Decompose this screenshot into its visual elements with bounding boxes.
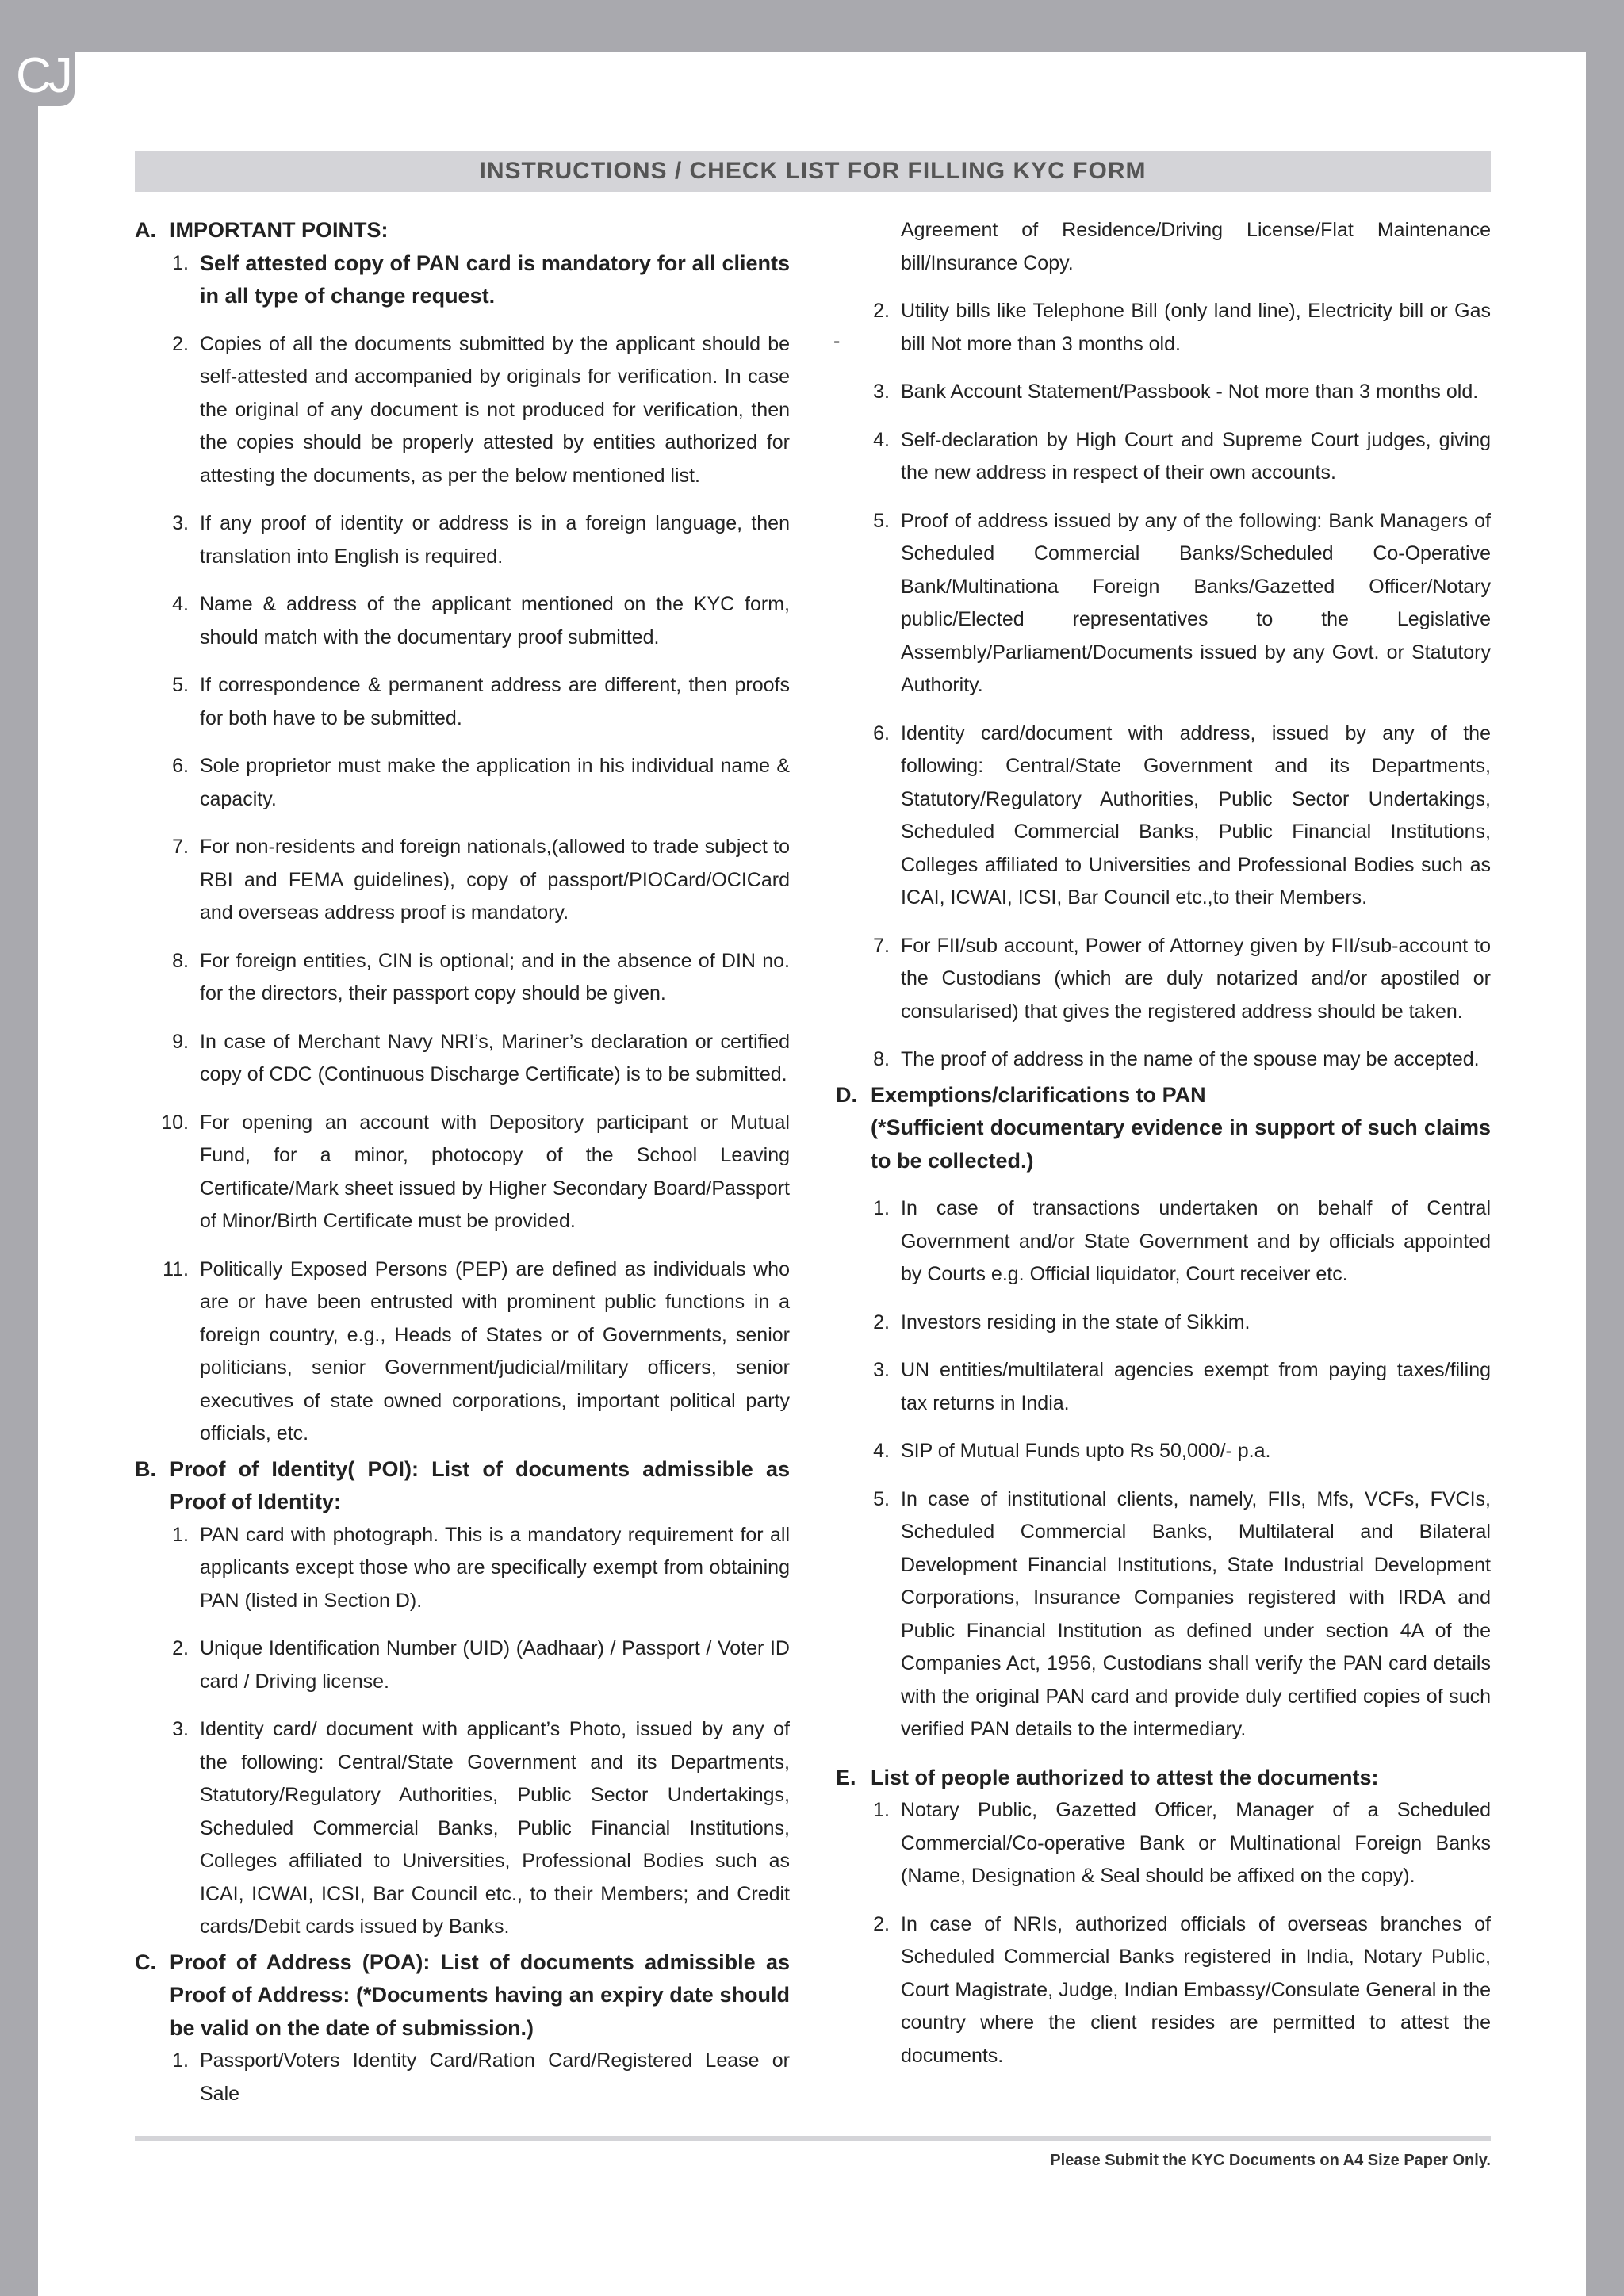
item-text: Investors residing in the state of Sikkim.: [901, 1311, 1251, 1334]
item-text: UN entities/multilateral agencies exempt from paying taxes/filing tax returns in India.: [901, 1359, 1491, 1414]
item-number: 5.: [873, 1487, 890, 1510]
list-item: [135, 945, 790, 1011]
item-number: 4.: [873, 1440, 890, 1462]
page-title-bar: [135, 151, 1491, 192]
list-item: [836, 1435, 1491, 1468]
list-item: [135, 750, 790, 816]
item-text: In case of Merchant Navy NRI’s, Mariner’s declaration or certified copy of CDC (Continuous Discharge Certificate) is to be submitted.: [200, 1030, 790, 1085]
section-letter: E.: [836, 1765, 856, 1789]
item-number: 3.: [873, 381, 890, 403]
list-item: [836, 1483, 1491, 1747]
item-text: If correspondence & permanent address are different, then proofs for both have to be submitted.: [200, 674, 790, 729]
item-text: For FII/sub account, Power of Attorney given by FII/sub-account to the Custodians (which are duly notarized and/or apostiled or consularised) that gives the registered address should be taken.: [901, 934, 1491, 1023]
item-number: 9.: [172, 1030, 189, 1053]
left-column: [135, 214, 790, 2113]
list-item: [836, 718, 1491, 915]
item-number: 8.: [172, 949, 189, 972]
list-item: [135, 328, 790, 493]
item-number: 7.: [873, 934, 890, 957]
section-title: List of people authorized to attest the documents:: [871, 1765, 1379, 1789]
item-text: Proof of address issued by any of the following: Bank Managers of Scheduled Commercial Banks/Scheduled Co-Operative Bank/Multinationa Foreign Banks/Gazetted Officer/Notary public/Elected representatives to the Legislative Assembly/Parliament/Documents issued by any Govt. or Statutory Authority.: [901, 509, 1491, 696]
section-title: IMPORTANT POINTS:: [170, 218, 389, 242]
item-text: SIP of Mutual Funds upto Rs 50,000/- p.a.: [901, 1440, 1271, 1462]
item-number: 1.: [172, 1523, 189, 1546]
item-text: Utility bills like Telephone Bill (only land line), Electricity bill or Gas bill Not more than 3 months old.: [901, 300, 1491, 355]
item-text: Bank Account Statement/Passbook - Not more than 3 months old.: [901, 381, 1479, 403]
list-item: [836, 505, 1491, 702]
list-item: [836, 1192, 1491, 1292]
item-text: Identity card/document with address, issued by any of the following: Central/State Government and its Departments, Statutory/Regulatory Authorities, Public Sector Undertakings, Scheduled Commercial Banks, Public Financial Institutions, Colleges affiliated to Universities and Professional Bodies such as ICAI, ICWAI, ICSI, Bar Council etc.,to their Members.: [901, 721, 1491, 909]
item-number: 1.: [873, 1197, 890, 1219]
item-text: Copies of all the documents submitted by the applicant should be self-attested and accompanied by originals for verification. In case the original of any document is not produced for verification, then the copies should be properly attested by entities authorized for attesting the documents, as per the below mentioned list.: [200, 332, 790, 487]
item-text: For opening an account with Depository participant or Mutual Fund, for a minor, photocopy of the School Leaving Certificate/Mark sheet issued by Higher Secondary Board/Passport of Minor/Birth Certificate must be provided.: [200, 1111, 790, 1232]
footer-note: Please Submit the KYC Documents on A4 Size Paper Only.: [1050, 2152, 1491, 2169]
section-e-heading: [836, 1762, 1491, 1795]
item-number: 6.: [873, 721, 890, 744]
list-item: [836, 424, 1491, 490]
list-item: [836, 1043, 1491, 1077]
item-text: If any proof of identity or address is in a foreign language, then translation into English is required.: [200, 512, 790, 568]
section-letter: A.: [135, 218, 156, 242]
list-item: [135, 507, 790, 573]
item-text: In case of transactions undertaken on behalf of Central Government and/or State Government and by officials appointed by Courts e.g. Official liquidator, Court receiver etc.: [901, 1197, 1491, 1285]
item-text: Identity card/ document with applicant’s Photo, issued by any of the following: Central/State Government and its Departments, Statutory/Regulatory Authorities, Public Sector Undertakings, Scheduled Commercial Banks, Public Financial Institutions, Colleges affiliated to Universities, Professional Bodies such as ICAI, ICWAI, ICSI, Bar Council etc., to their Members; and Credit cards/Debit cards issued by Banks.: [200, 1718, 790, 1938]
item-text: Self-declaration by High Court and Supreme Court judges, giving the new address in respect of their own accounts.: [901, 428, 1491, 484]
section-title: Exemptions/clarifications to PAN: [871, 1082, 1206, 1107]
corner-logo-mark: CJ: [0, 46, 75, 106]
item-number: 3.: [873, 1359, 890, 1381]
list-item: [135, 2045, 790, 2110]
item-text: Passport/Voters Identity Card/Ration Card/Registered Lease or Sale: [200, 2049, 790, 2105]
item-text: PAN card with photograph. This is a mandatory requirement for all applicants except those who are specifically exempt from obtaining PAN (listed in Section D).: [200, 1523, 790, 1612]
list-item: [135, 831, 790, 930]
item-number: 1.: [873, 1799, 890, 1821]
item-number: 5.: [873, 509, 890, 532]
item-number: 1.: [172, 2049, 189, 2072]
item-text: Sole proprietor must make the application in his individual name & capacity.: [200, 755, 790, 810]
item-number: 10.: [161, 1111, 189, 1134]
section-d-subtitle: (*Sufficient documentary evidence in support of such claims to be collected.): [871, 1115, 1491, 1173]
right-column: [836, 214, 1491, 2087]
list-item: [135, 1519, 790, 1618]
section-c-heading: [135, 1946, 790, 2045]
list-item: [836, 930, 1491, 1029]
list-item: [135, 669, 790, 735]
item-text: For foreign entities, CIN is optional; and in the absence of DIN no. for the directors, their passport copy should be given.: [200, 949, 790, 1004]
item-number: 6.: [172, 755, 189, 777]
section-letter: D.: [836, 1082, 857, 1107]
item-number: 4.: [172, 593, 189, 615]
item-text: Unique Identification Number (UID) (Aadhaar) / Passport / Voter ID card / Driving license.: [200, 1637, 790, 1693]
item-number: 2.: [873, 1912, 890, 1935]
item-number: 2.: [172, 332, 189, 355]
item-text: Self attested copy of PAN card is mandatory for all clients in all type of change request.: [200, 251, 790, 308]
item-number: 2.: [873, 300, 890, 322]
list-item: [135, 1107, 790, 1238]
item-number: 4.: [873, 428, 890, 451]
item-number: 3.: [172, 1718, 189, 1740]
list-item: [836, 1354, 1491, 1420]
item-text: For non-residents and foreign nationals,(allowed to trade subject to RBI and FEMA guidelines), copy of passport/PIOCard/OCICard and overseas address proof is mandatory.: [200, 836, 790, 924]
item-text: Name & address of the applicant mentioned on the KYC form, should match with the documentary proof submitted.: [200, 593, 790, 649]
item-text: In case of NRIs, authorized officials of overseas branches of Scheduled Commercial Banks registered in India, Notary Public, Court Magistrate, Judge, Indian Embassy/Consulate General in the country where the client resides are permitted to attest the documents.: [901, 1912, 1491, 2067]
item-text: Notary Public, Gazetted Officer, Manager of a Scheduled Commercial/Co-operative Bank or Multinational Foreign Banks (Name, Designation & Seal should be affixed on the copy).: [901, 1799, 1491, 1887]
item-number: 7.: [172, 836, 189, 858]
section-title: Proof of Identity( POI): List of documents admissible as Proof of Identity:: [170, 1456, 790, 1513]
list-item: [135, 1253, 790, 1451]
section-d-heading: [836, 1079, 1491, 1112]
section-a-heading: [135, 214, 790, 247]
list-item: [836, 1307, 1491, 1340]
item-text: Politically Exposed Persons (PEP) are defined as individuals who are or have been entrusted with prominent public functions in a foreign country, e.g., Heads of States or of Governments, senior politicians, senior Government/judicial/military officers, senior executives of state owned corporations, important political party officials, etc.: [200, 1257, 790, 1445]
item-text: The proof of address in the name of the spouse may be accepted.: [901, 1048, 1480, 1070]
item-text: In case of institutional clients, namely, FIIs, Mfs, VCFs, FVCIs, Scheduled Commercial Banks, Multilateral and Bilateral Development Financial Institutions, State Industrial Development Corporations, Insurance Companies registered with IRDA and Public Financial Institution as defined under section 4A of the Companies Act, 1956, Custodians shall verify the PAN card details with the original PAN card and provide duly certified copies of such verified PAN details to the intermediary.: [901, 1487, 1491, 1740]
list-item: [836, 1908, 1491, 2073]
section-b-heading: [135, 1453, 790, 1519]
list-item: [836, 1794, 1491, 1893]
item-number: 2.: [873, 1311, 890, 1334]
item-number: 2.: [172, 1637, 189, 1659]
item-number: 8.: [873, 1048, 890, 1070]
list-item: [836, 376, 1491, 409]
item-number: 1.: [172, 251, 189, 274]
list-item: [135, 588, 790, 654]
section-letter: C.: [135, 1950, 156, 1974]
list-item: [135, 1026, 790, 1092]
section-letter: B.: [135, 1456, 156, 1481]
page-title: INSTRUCTIONS / CHECK LIST FOR FILLING KYC FORM: [479, 158, 1147, 184]
list-item: [135, 1713, 790, 1944]
item-number: 11.: [163, 1257, 189, 1280]
stray-dash: -: [833, 330, 841, 352]
list-item: [135, 247, 790, 313]
section-title: Proof of Address (POA): List of documents admissible as Proof of Address: (*Documents having an expiry date should be valid on the date of submission.): [170, 1950, 790, 2040]
item-continuation: Agreement of Residence/Driving License/Flat Maintenance bill/Insurance Copy.: [901, 219, 1491, 274]
item-number: 3.: [172, 512, 189, 534]
list-item: [135, 1632, 790, 1698]
item-number: 5.: [172, 674, 189, 696]
footer-divider: [135, 2136, 1491, 2141]
list-item: [836, 295, 1491, 361]
